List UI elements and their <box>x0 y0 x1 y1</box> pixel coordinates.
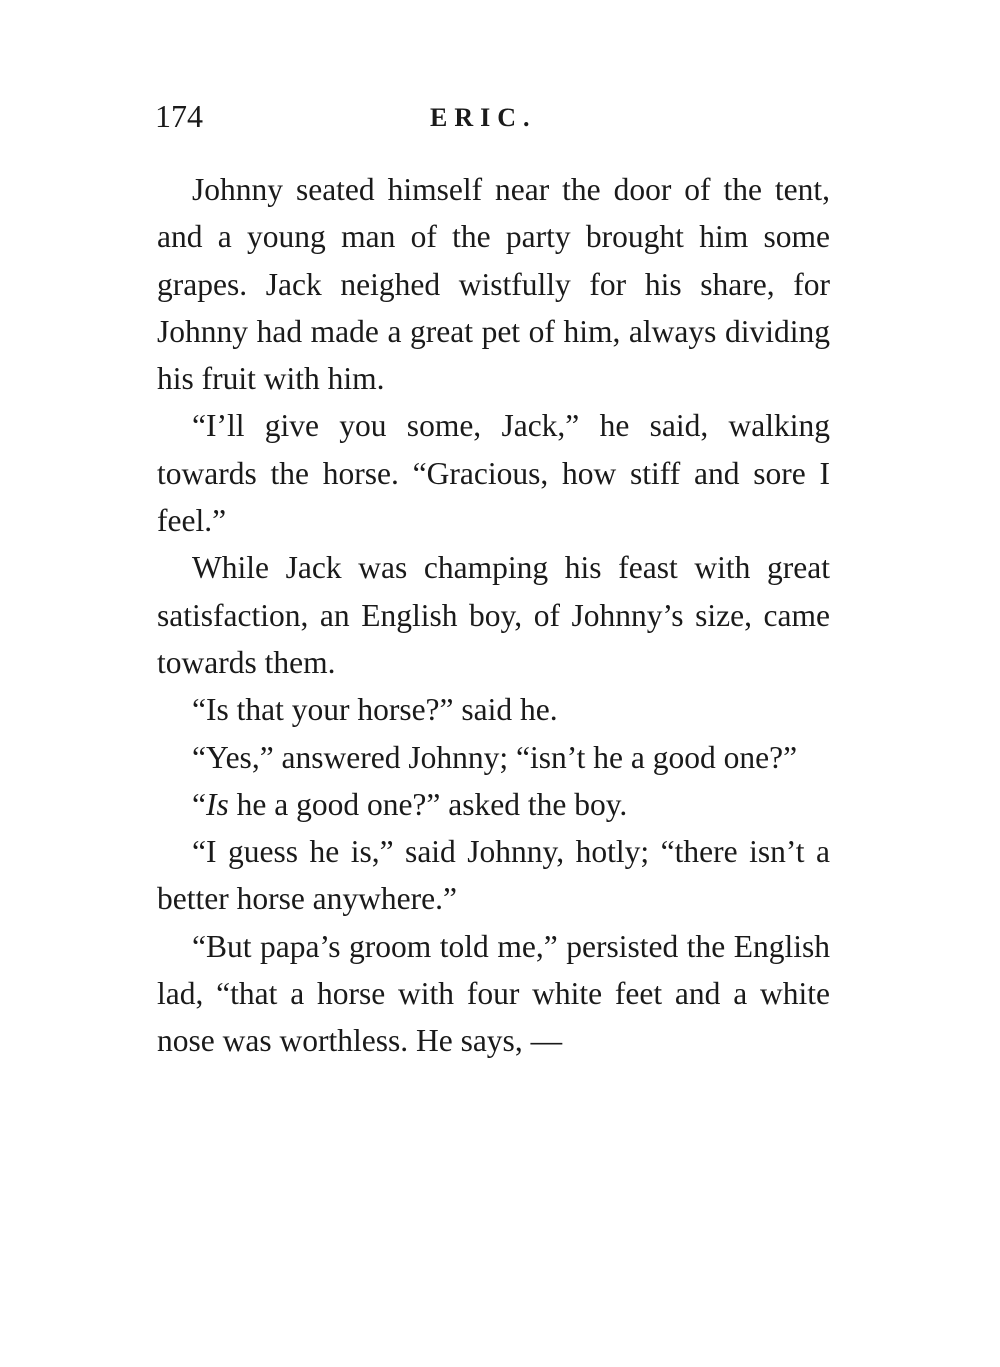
paragraph: “But papa’s groom told me,” persisted the English lad, “that a horse with four white feet and a white nose was worthless. He says, — <box>157 928 830 1059</box>
paragraph: “Is that your horse?” said he. <box>192 692 558 728</box>
paragraph: “I guess he is,” said Johnny, hotly; “there isn’t a better horse anywhere.” <box>157 834 830 917</box>
paragraph: “I’ll give you some, Jack,” he said, walking towards the horse. “Gracious, how stiff and sore I feel.” <box>157 408 830 539</box>
paragraph-rest: he a good one?” asked the boy. <box>228 786 628 822</box>
open-quote: “ <box>192 786 206 822</box>
paragraph: While Jack was champing his feast with great satisfaction, an English boy, of Johnny’s size, came towards them. <box>157 550 830 680</box>
paragraph: “Yes,” answered Johnny; “isn’t he a good one?” <box>192 739 798 775</box>
emphasized-word: Is <box>205 786 229 822</box>
paragraph: Johnny seated himself near the door of the tent, and a young man of the party brought him some grapes. Jack neighed wistfully for his share, for Johnny had made a great pet of him, always dividing his fruit with him. <box>157 172 830 397</box>
body-text <box>157 166 830 1065</box>
page-number: 174 <box>155 98 203 134</box>
paragraph <box>157 781 830 828</box>
running-title: ERIC. <box>430 103 537 132</box>
